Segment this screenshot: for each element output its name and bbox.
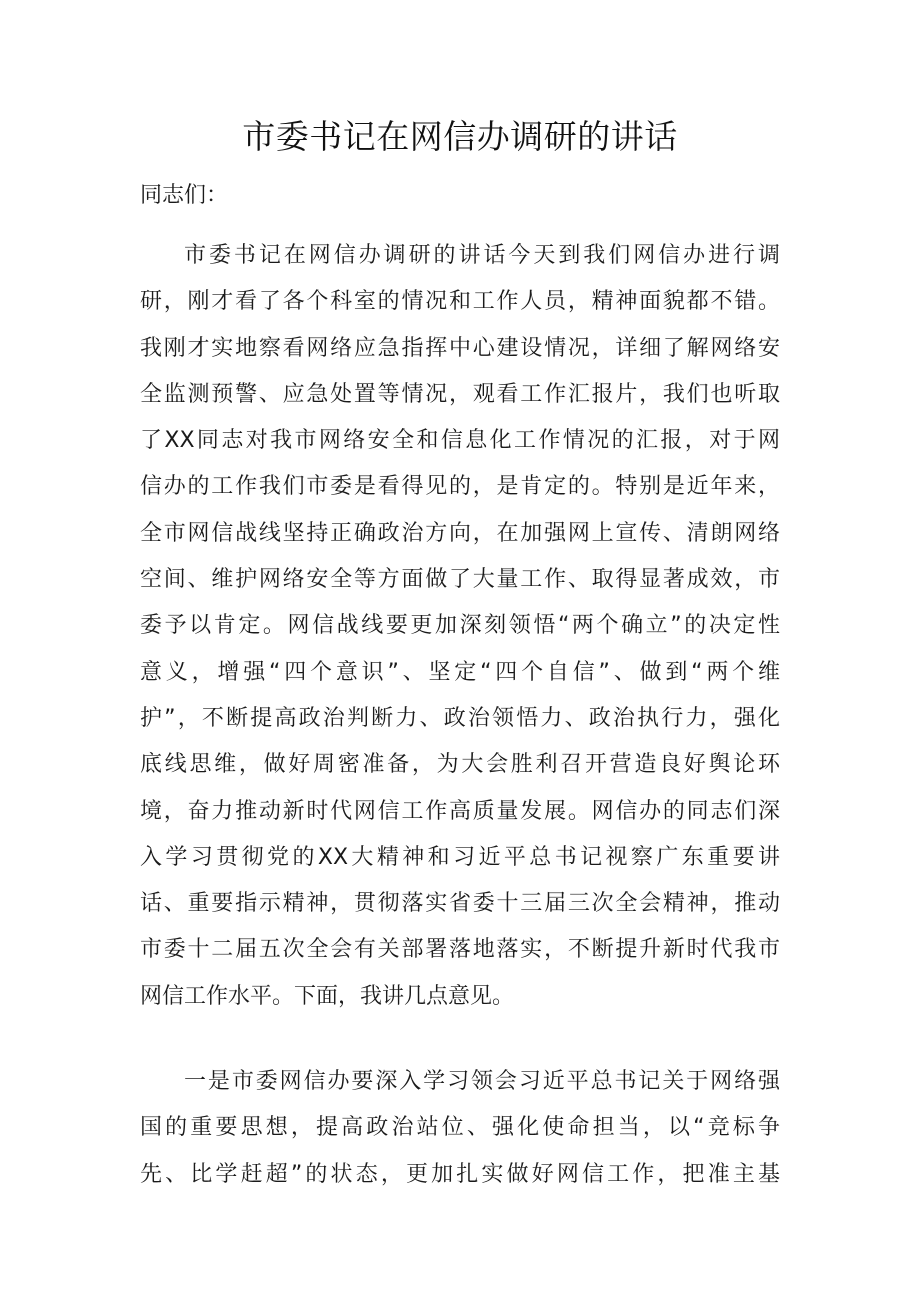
paragraph-2: [140, 1059, 780, 1198]
paragraph-line: 市委十二届五次全会有关部署落地落实，不断提升新时代我市: [140, 937, 780, 963]
paragraph-line: 护”，不断提高政治判断力、政治领悟力、政治执行力，强化: [140, 705, 780, 731]
salutation: 同志们：: [140, 183, 229, 208]
paragraph-line: 底线思维，做好周密准备，为大会胜利召开营造良好舆论环: [140, 752, 780, 778]
paragraph-line: 市委书记在网信办调研的讲话今天到我们网信办进行调: [184, 243, 780, 268]
paragraph-line: 信办的工作我们市委是看得见的，是肯定的。特别是近年来，: [140, 474, 780, 500]
paragraph-line: 国的重要思想，提高政治站位、强化使命担当，以“竞标争: [140, 1115, 780, 1141]
paragraph-line: 话、重要指示精神，贯彻落实省委十三届三次全会精神，推动: [140, 891, 780, 917]
paragraph-line: 境，奋力推动新时代网信工作高质量发展。网信办的同志们深: [140, 798, 780, 824]
paragraph-line: 入学习贯彻党的XX大精神和习近平总书记视察广东重要讲: [140, 844, 780, 870]
document-title: 市委书记在网信办调研的讲话: [242, 117, 678, 156]
paragraph-line: 意义，增强“四个意识”、坚定“四个自信”、做到“两个维: [140, 659, 780, 685]
paragraph-line: 一是市委网信办要深入学习领会习近平总书记关于网络强: [184, 1069, 780, 1094]
paragraph-line: 网信工作水平。下面，我讲几点意见。: [140, 983, 515, 1009]
paragraph-line: 空间、维护网络安全等方面做了大量工作、取得显著成效，市: [140, 567, 780, 593]
paragraph-line: 先、比学赶超”的状态，更加扎实做好网信工作，把准主基: [140, 1161, 780, 1187]
paragraph-1: [140, 233, 780, 1020]
paragraph-line: 全市网信战线坚持正确政治方向，在加强网上宣传、清朗网络: [140, 520, 780, 546]
paragraph-line: 研，刚才看了各个科室的情况和工作人员，精神面貌都不错。: [140, 289, 780, 315]
paragraph-line: 全监测预警、应急处置等情况，观看工作汇报片，我们也听取: [140, 381, 780, 407]
paragraph-line: 委予以肯定。网信战线要更加深刻领悟“两个确立”的决定性: [140, 613, 780, 639]
paragraph-line: 了XX同志对我市网络安全和信息化工作情况的汇报，对于网: [140, 428, 780, 454]
paragraph-line: 我刚才实地察看网络应急指挥中心建设情况，详细了解网络安: [140, 335, 780, 361]
